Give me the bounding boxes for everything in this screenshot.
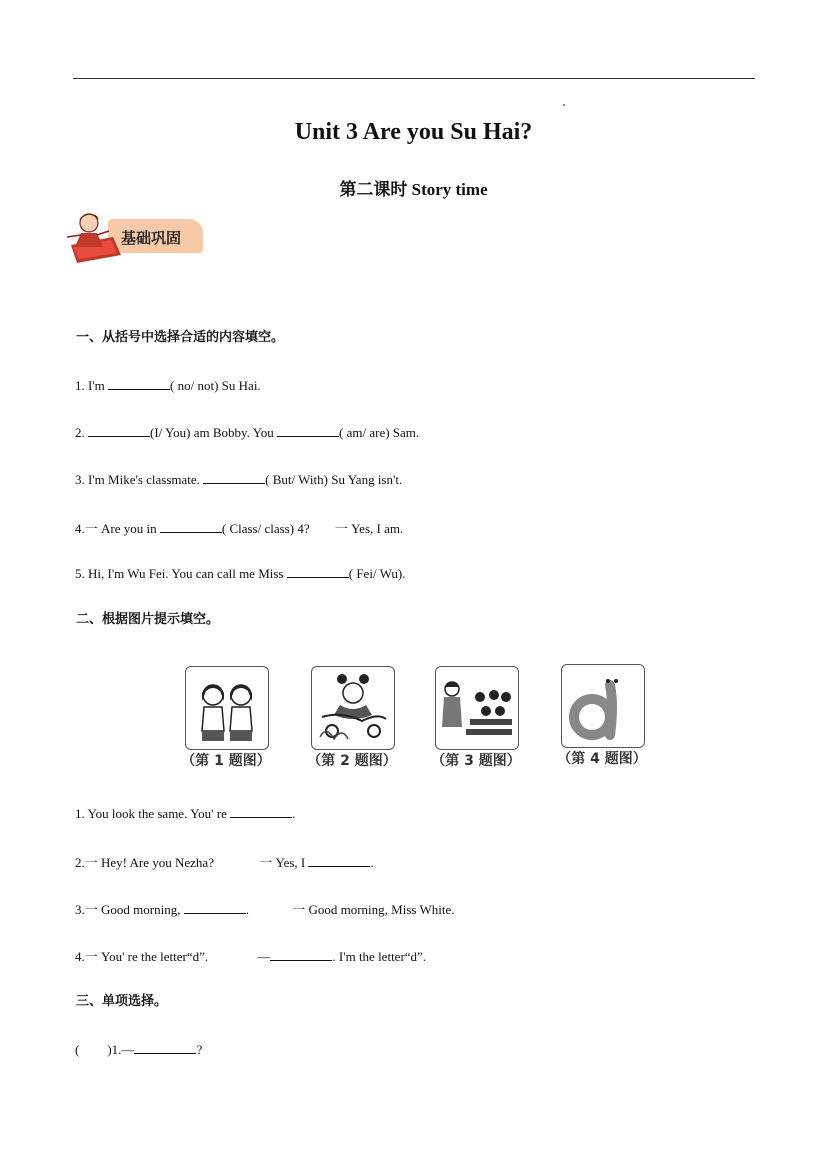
- answer-blank[interactable]: [203, 471, 265, 484]
- page-subtitle: 第二课时 Story time: [339, 180, 488, 199]
- s2-item-4: 4.一 You' re the letter“d”. — . I'm the letter“d”.: [75, 949, 427, 964]
- answer-blank[interactable]: [270, 948, 332, 961]
- nezha-icon: [312, 667, 394, 749]
- caption-2: （第 2 题图）: [307, 753, 397, 769]
- section-2-heading: 二、根据图片提示填空。: [76, 612, 220, 627]
- s1-item-5: 5. Hi, I'm Wu Fei. You can call me Miss ( Fei/ Wu).: [75, 566, 406, 581]
- s3-item-1: ( )1.— ?: [75, 1042, 203, 1057]
- section-3-heading: 三、单项选择。: [76, 994, 168, 1009]
- s1-item-1: 1. I'm ( no/ not) Su Hai.: [75, 378, 261, 393]
- picture-3-classroom: [435, 666, 519, 750]
- picture-2-nezha: [311, 666, 395, 750]
- twins-icon: [186, 667, 268, 749]
- answer-blank[interactable]: [108, 377, 170, 390]
- badge-label: 基础巩固: [121, 229, 182, 247]
- speck: [563, 104, 565, 106]
- answer-blank[interactable]: [277, 424, 339, 437]
- s1-item-3: 3. I'm Mike's classmate. ( But/ With) Su Yang isn't.: [75, 472, 403, 487]
- answer-blank[interactable]: [230, 805, 292, 818]
- s2-item-2: 2.一 Hey! Are you Nezha? 一 Yes, I .: [75, 855, 374, 870]
- answer-blank[interactable]: [88, 424, 150, 437]
- s1-item-4: 4.一 Are you in ( Class/ class) 4? 一 Yes, I am.: [75, 521, 404, 536]
- answer-blank[interactable]: [287, 565, 349, 578]
- answer-blank[interactable]: [184, 901, 246, 914]
- caption-3: （第 3 题图）: [431, 753, 521, 769]
- picture-4-letter-d: [561, 664, 645, 748]
- s2-item-1: 1. You look the same. You' re .: [75, 806, 296, 821]
- s1-item-2: 2. (I/ You) am Bobby. You ( am/ are) Sam.: [75, 425, 420, 440]
- answer-blank[interactable]: [308, 854, 370, 867]
- header-rule: [73, 78, 755, 79]
- s2-item-3: 3.一 Good morning, . 一 Good morning, Miss White.: [75, 902, 455, 917]
- letter-d-icon: [562, 665, 644, 747]
- page-title: Unit 3 Are you Su Hai?: [294, 119, 533, 145]
- section-1-heading: 一、从括号中选择合适的内容填空。: [76, 330, 285, 345]
- answer-blank[interactable]: [160, 520, 222, 533]
- caption-1: （第 1 题图）: [181, 753, 271, 769]
- picture-1-twins: [185, 666, 269, 750]
- answer-blank[interactable]: [134, 1041, 196, 1054]
- classroom-icon: [436, 667, 518, 749]
- caption-4: （第 4 题图）: [557, 751, 647, 767]
